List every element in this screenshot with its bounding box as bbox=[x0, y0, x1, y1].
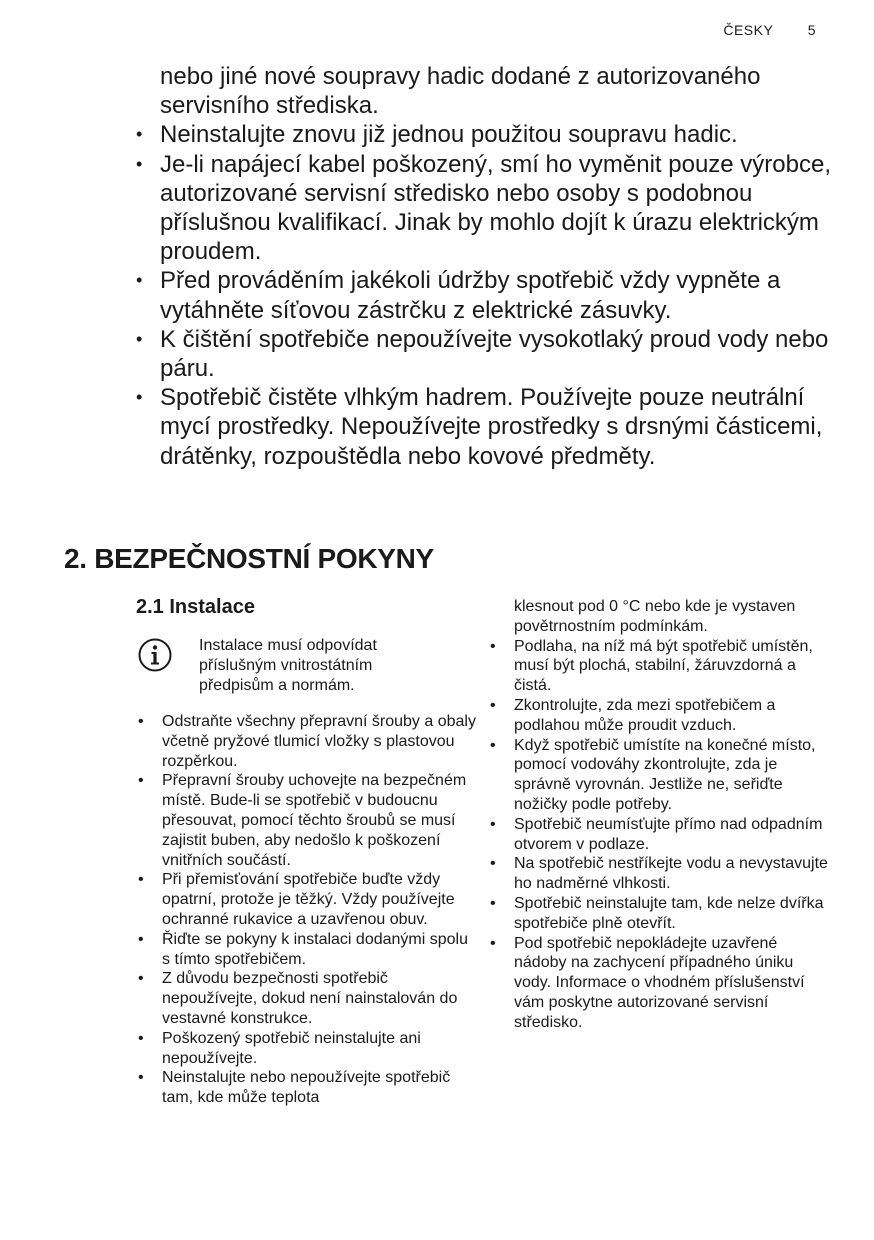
subsection-title: 2.1 Instalace bbox=[136, 596, 255, 618]
page-header bbox=[723, 22, 816, 38]
list-item: • Spotřebič neumísťujte přímo nad odpadním otvorem v podlaze. bbox=[489, 815, 829, 855]
installation-left-column bbox=[137, 712, 477, 1108]
list-item: • Spotřebič neinstalujte tam, kde nelze dvířka spotřebiče plně otevřít. bbox=[489, 894, 829, 934]
list-item: • Před prováděním jakékoli údržby spotřebič vždy vypněte a vytáhněte síťovou zástrčku z elektrické zásuvky. bbox=[135, 266, 835, 324]
list-item: • K čištění spotřebiče nepoužívejte vysokotlaký proud vody nebo páru. bbox=[135, 325, 835, 383]
language-label: ČESKY bbox=[723, 22, 774, 38]
installation-right-column bbox=[489, 597, 829, 1033]
list-item: • Poškozený spotřebič neinstalujte ani nepoužívejte. bbox=[137, 1029, 477, 1069]
page-number: 5 bbox=[807, 22, 816, 38]
list-item: • Neinstalujte nebo nepoužívejte spotřebič tam, kde může teplota bbox=[137, 1068, 477, 1108]
list-item: • Řiďte se pokyny k instalaci dodanými spolu s tímto spotřebičem. bbox=[137, 930, 477, 970]
section-title: 2. BEZPEČNOSTNÍ POKYNY bbox=[64, 543, 434, 574]
list-item: • Neinstalujte znovu již jednou použitou soupravu hadic. bbox=[135, 120, 835, 149]
list-item: • Při přemisťování spotřebiče buďte vždy opatrní, protože je těžký. Vždy používejte ochranné rukavice a uzavřenou obuv. bbox=[137, 870, 477, 929]
list-item: • Když spotřebič umístíte na konečné místo, pomocí vodováhy zkontrolujte, zda je správně vyrovnán. Jestliže ne, seřiďte nožičky podle potřeby. bbox=[489, 736, 829, 815]
info-note: Instalace musí odpovídat příslušným vnitrostátním předpisům a normám. bbox=[199, 637, 377, 695]
installation-list bbox=[137, 712, 477, 1108]
installation-list-continued bbox=[489, 637, 829, 1033]
continuation-text: klesnout pod 0 °C nebo kde je vystaven povětrnostním podmínkám. bbox=[514, 598, 796, 635]
list-item: • Je-li napájecí kabel poškozený, smí ho vyměnit pouze výrobce, autorizované servisní středisko nebo osoby s podobnou příslušnou kvalifikací. Jinak by mohlo dojít k úrazu elektrickým proudem. bbox=[135, 150, 835, 267]
list-item: • Z důvodu bezpečnosti spotřebič nepoužívejte, dokud není nainstalován do vestavné konstrukce. bbox=[137, 969, 477, 1028]
list-item: • Podlaha, na níž má být spotřebič umístěn, musí být plochá, stabilní, žáruvzdorná a čistá. bbox=[489, 637, 829, 696]
maintenance-warnings bbox=[135, 62, 835, 471]
list-item: • Zkontrolujte, zda mezi spotřebičem a podlahou může proudit vzduch. bbox=[489, 696, 829, 736]
list-item: • Pod spotřebič nepokládejte uzavřené nádoby na zachycení případného úniku vody. Informace o vhodném příslušenství vám poskytne autorizované servisní středisko. bbox=[489, 934, 829, 1033]
list-item: • Na spotřebič nestříkejte vodu a nevystavujte ho nadměrné vlhkosti. bbox=[489, 854, 829, 894]
continuation-text: nebo jiné nové soupravy hadic dodané z autorizovaného servisního střediska. bbox=[160, 63, 761, 120]
list-item: • Odstraňte všechny přepravní šrouby a obaly včetně pryžové tlumicí vložky s plastovou rozpěrkou. bbox=[137, 712, 477, 771]
list-item: • Spotřebič čistěte vlhkým hadrem. Používejte pouze neutrální mycí prostředky. Nepoužívejte prostředky s drsnými částicemi, drátěnky, rozpouštědla nebo kovové předměty. bbox=[135, 383, 835, 471]
warning-list bbox=[135, 120, 835, 470]
list-item: • Přepravní šrouby uchovejte na bezpečném místě. Bude-li se spotřebič v budoucnu přesouvat, pomocí těchto šroubů se musí zajistit buben, aby nedošlo k poškození vnitřních součástí. bbox=[137, 771, 477, 870]
info-icon bbox=[138, 638, 172, 672]
